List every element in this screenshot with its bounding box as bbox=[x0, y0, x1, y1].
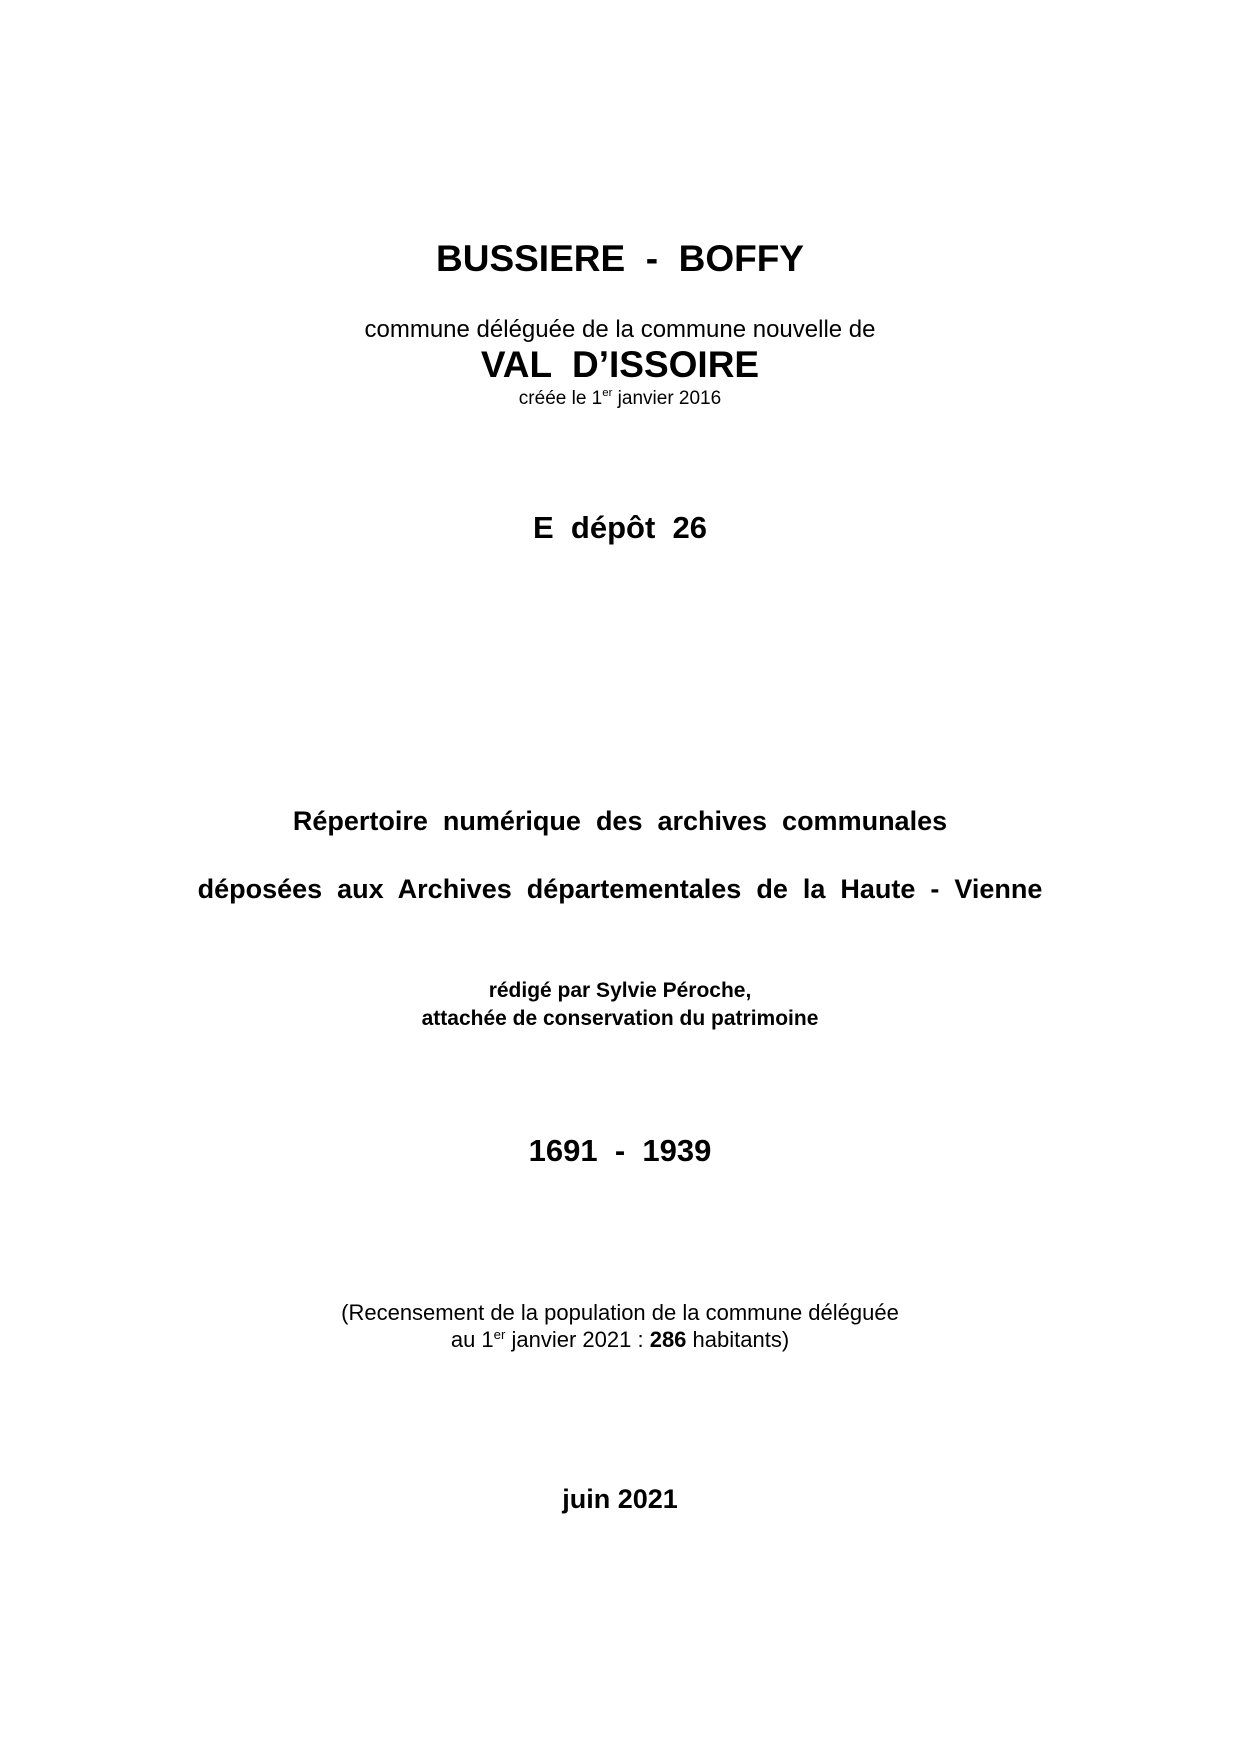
publication-date: juin 2021 bbox=[562, 1484, 678, 1514]
creation-date-superscript: er bbox=[602, 386, 613, 399]
census-superscript: er bbox=[493, 1326, 506, 1342]
commune-subtitle: commune déléguée de la commune nouvelle de bbox=[364, 316, 876, 343]
new-commune-name: VAL D’ISSOIRE bbox=[480, 344, 760, 385]
census-line-2 bbox=[0, 1326, 1240, 1352]
census-prefix: au 1 bbox=[450, 1327, 494, 1352]
commune-title: BUSSIERE - BOFFY bbox=[436, 238, 804, 279]
archive-reference: E dépôt 26 bbox=[533, 510, 707, 545]
census-suffix: habitants) bbox=[686, 1327, 790, 1352]
creation-date bbox=[0, 386, 1240, 409]
repertoire-title-line-1: Répertoire numérique des archives communales bbox=[292, 806, 948, 836]
repertoire-title-line-2: déposées aux Archives départementales de la Haute - Vienne bbox=[197, 874, 1043, 904]
census-line-1: (Recensement de la population de la commune déléguée bbox=[341, 1300, 899, 1325]
creation-date-suffix: janvier 2016 bbox=[612, 388, 722, 409]
population-count: 286 bbox=[649, 1327, 687, 1352]
date-range: 1691 - 1939 bbox=[528, 1133, 712, 1168]
census-mid: janvier 2021 : bbox=[505, 1327, 650, 1352]
author-line-1: rédigé par Sylvie Péroche, bbox=[488, 979, 752, 1002]
author-line-2: attachée de conservation du patrimoine bbox=[421, 1007, 819, 1030]
creation-date-prefix: créée le 1 bbox=[518, 388, 603, 409]
